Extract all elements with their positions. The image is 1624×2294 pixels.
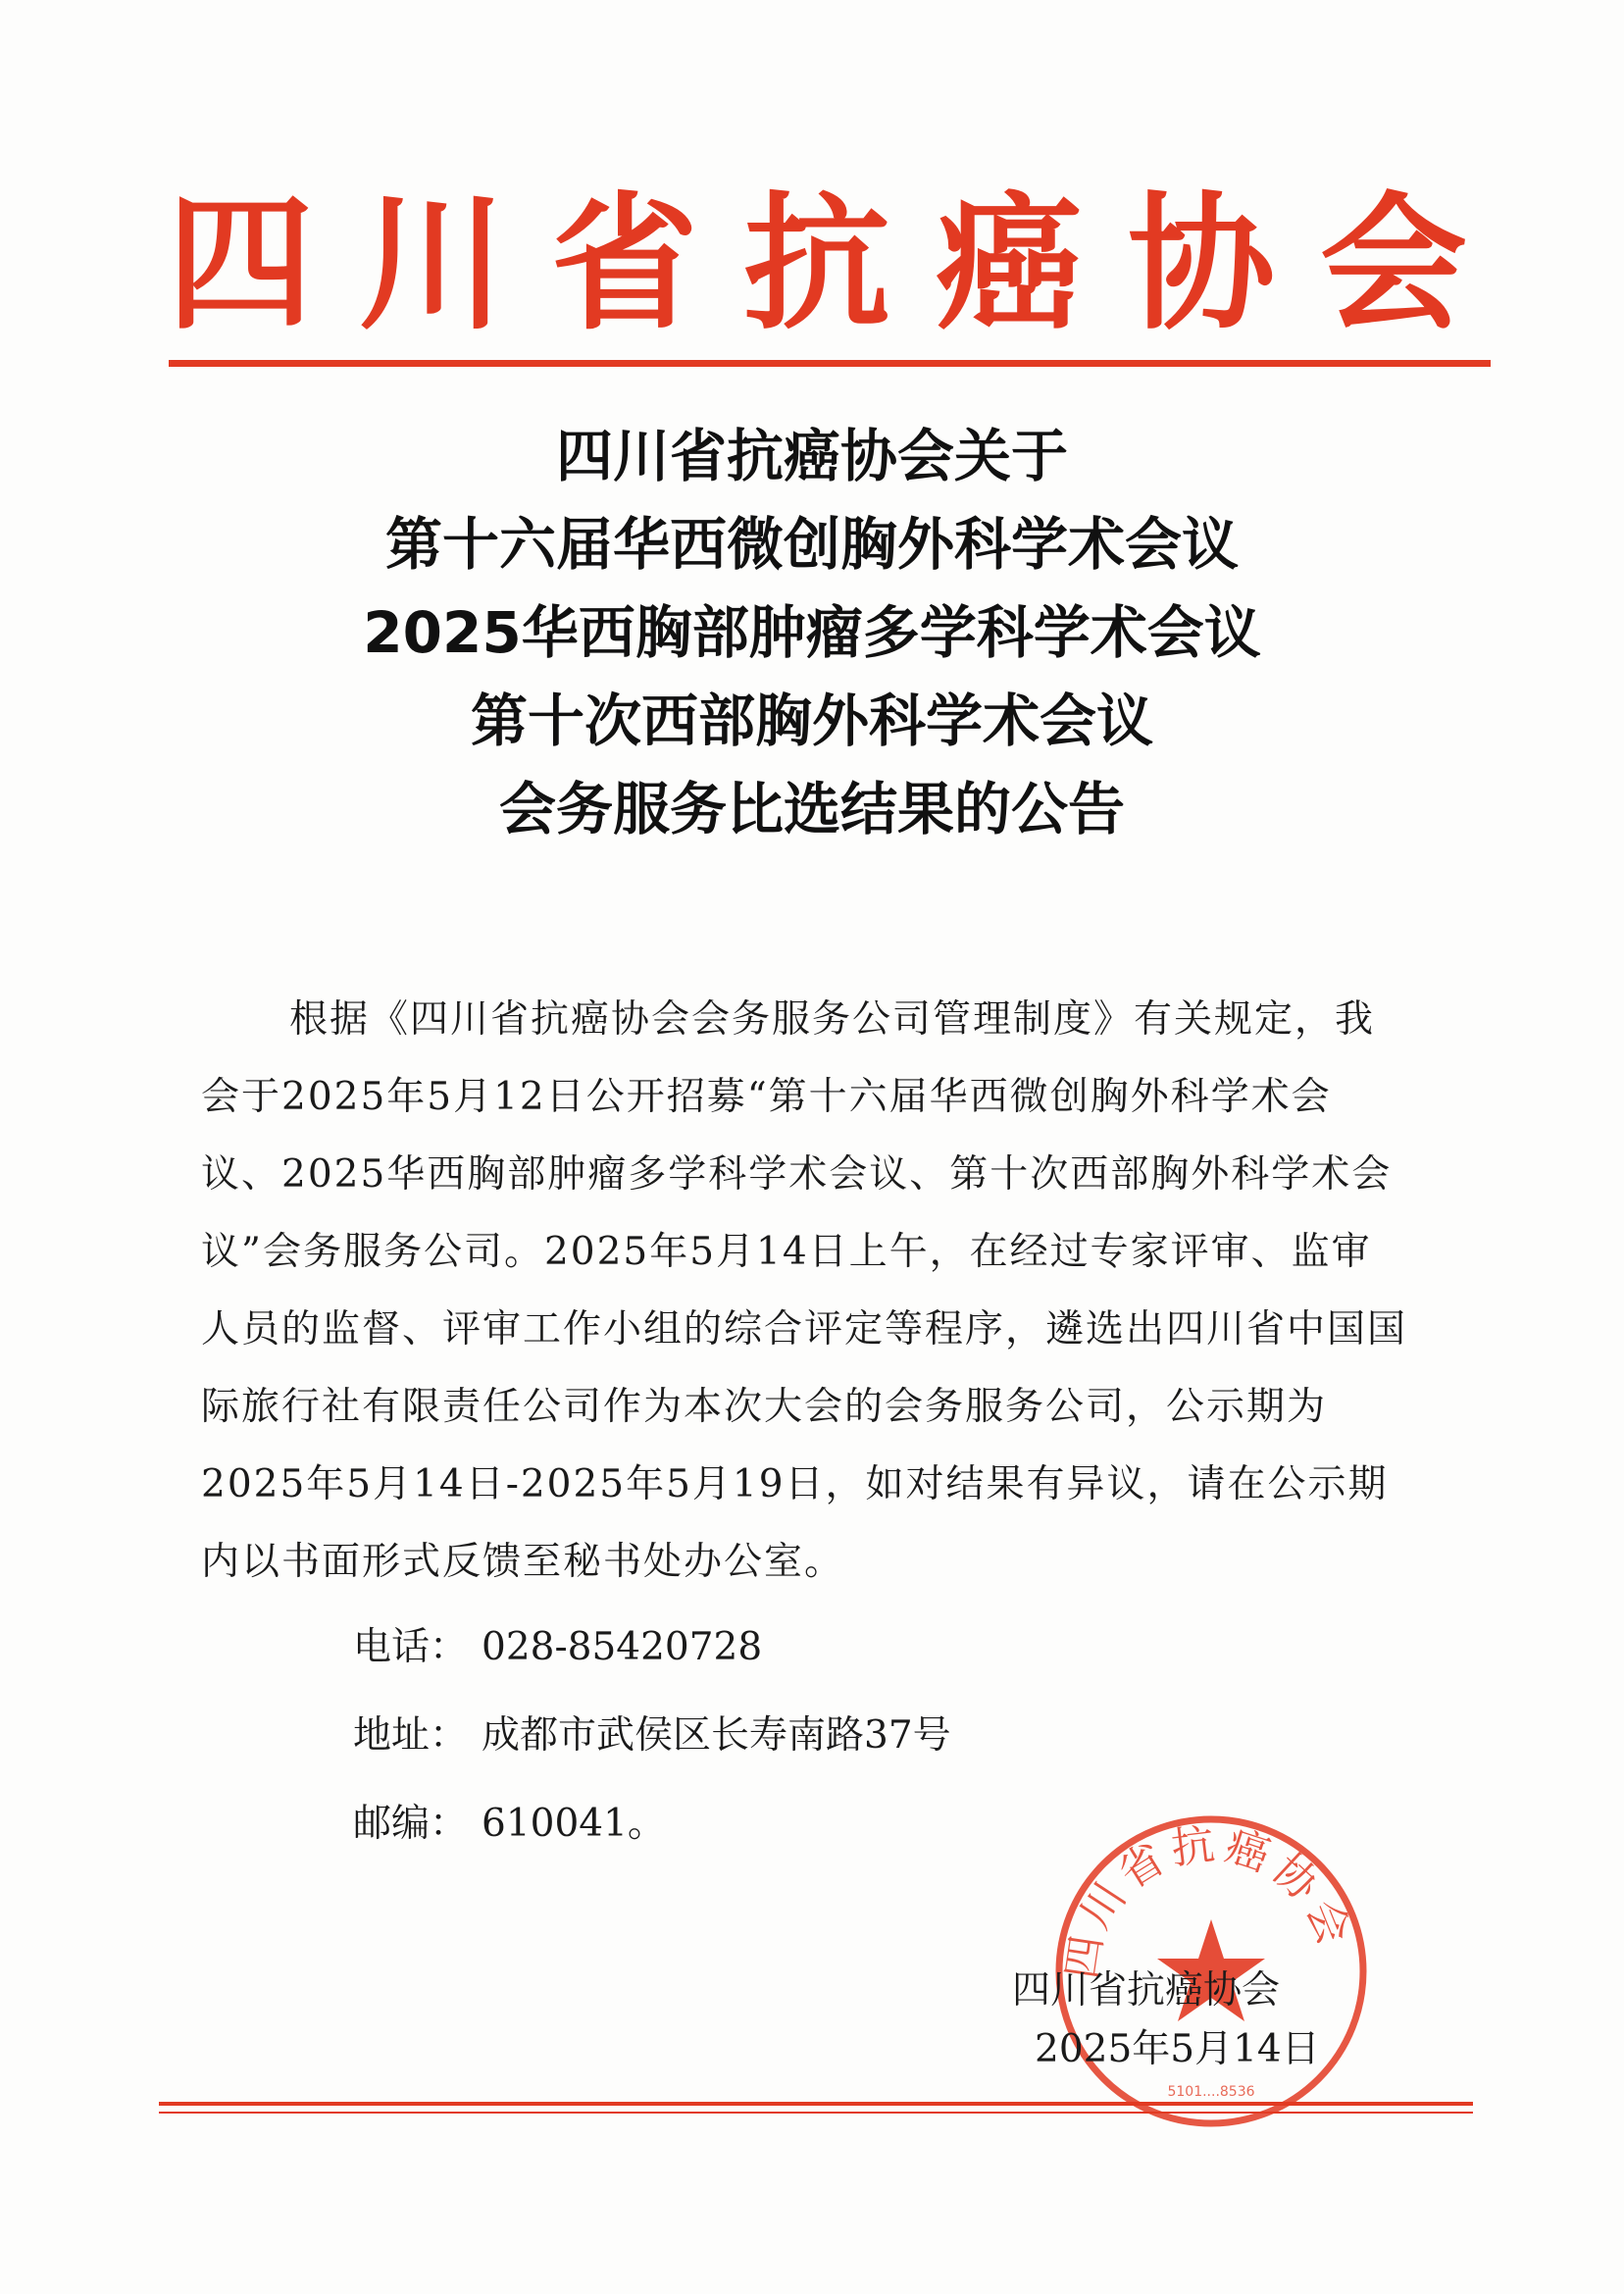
letterhead-org-name: 四川省抗癌协会 <box>167 179 1513 350</box>
title-line: 四川省抗癌协会关于 <box>555 423 1068 489</box>
title-line: 会务服务比选结果的公告 <box>498 776 1125 842</box>
footer-rule-thin <box>159 2112 1473 2114</box>
title-line: 2025华西胸部肿瘤多学科学术会议 <box>363 599 1261 666</box>
contact-postcode <box>353 1795 666 1854</box>
svg-text:5101....8536: 5101....8536 <box>1167 2084 1255 2100</box>
postcode-label: 邮编： <box>353 1802 469 1846</box>
svg-text:四川省抗癌协会: 四川省抗癌协会 <box>1057 1818 1362 1983</box>
signature-date: 2025年5月14日 <box>1035 2027 1320 2071</box>
phone-label: 电话： <box>353 1625 469 1669</box>
contact-address <box>353 1707 951 1765</box>
title-line: 第十六届华西微创胸外科学术会议 <box>384 511 1239 578</box>
footer-rule <box>159 2102 1473 2106</box>
contact-phone <box>353 1618 762 1677</box>
postcode-value: 610041。 <box>482 1802 666 1846</box>
address-label: 地址： <box>353 1713 469 1758</box>
letterhead-rule <box>169 360 1491 367</box>
signature-org: 四川省抗癌协会 <box>1012 1968 1281 2013</box>
title-line: 第十次西部胸外科学术会议 <box>470 688 1153 754</box>
notice-title <box>196 412 1428 853</box>
phone-value: 028-85420728 <box>482 1625 763 1669</box>
notice-body <box>201 981 1409 1601</box>
address-value: 成都市武侯区长寿南路37号 <box>482 1713 951 1758</box>
body-paragraph: 根据《四川省抗癌协会会务服务公司管理制度》有关规定，我会于2025年5月12日公开招募“第十六届华西微创胸外科学术会议、2025华西胸部肿瘤多学科学术会议、第十次西部胸外科学术会议”会务服务公司。2025年5月14日上午，在经过专家评审、监审人员的监督、评审工作小组的综合评定等程序，遴选出四川省中国国际旅行社有限责任公司作为本次大会的会务服务公司，公示期为2025年5月14日-2025年5月19日，如对结果有异议，请在公示期内以书面形式反馈至秘书处办公室。 <box>201 997 1408 1584</box>
